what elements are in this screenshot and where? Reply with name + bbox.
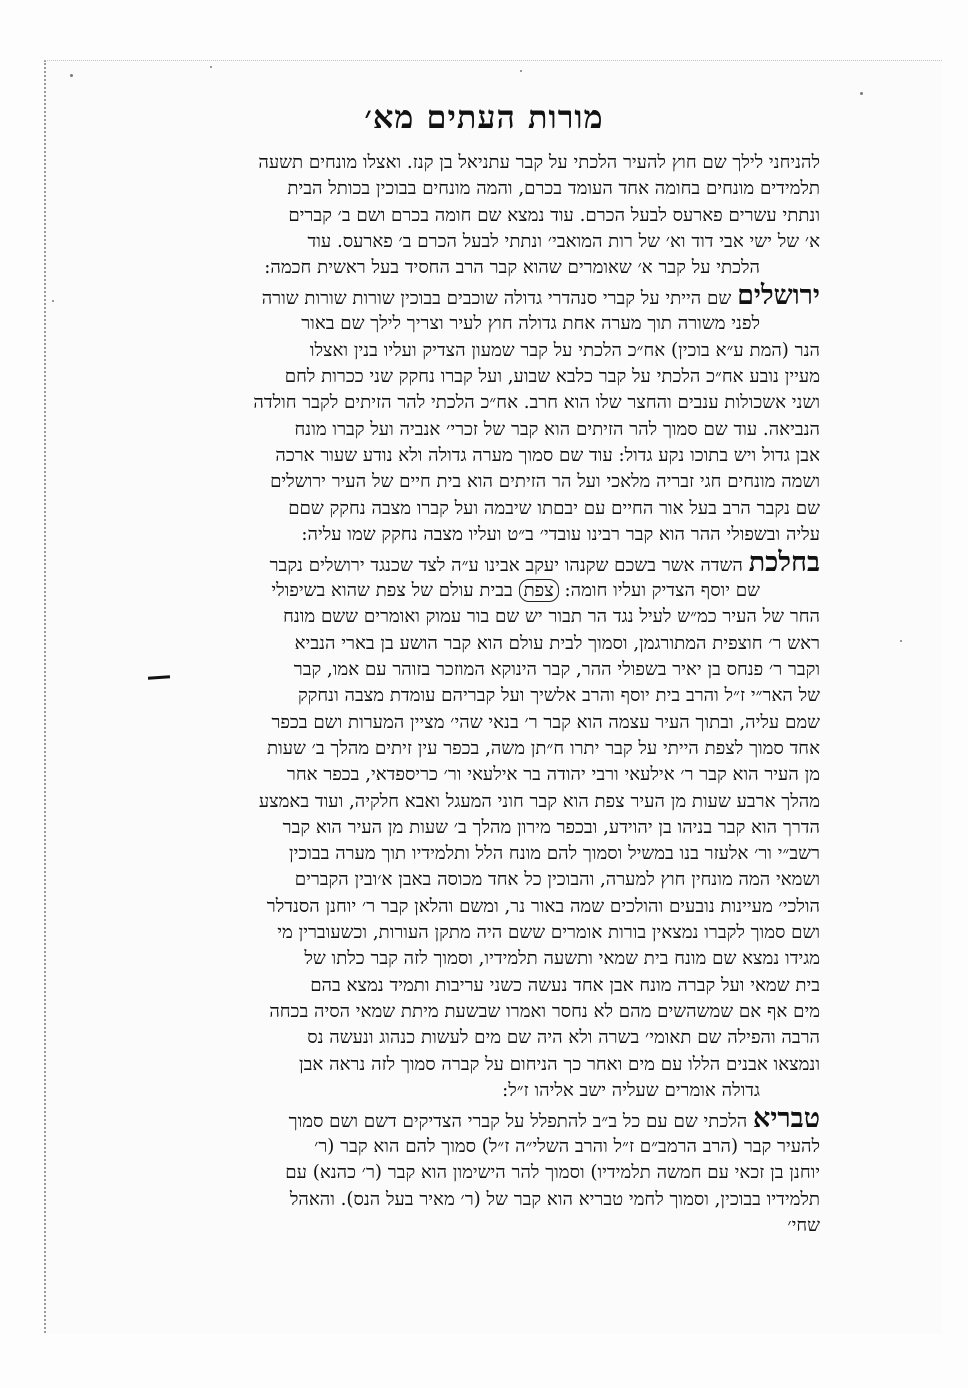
text-line: הדרך הוא קבר בניהו בן יהוידע, ובכפר מירון מהלך ב׳ שעות מן העיר הוא קבר (282, 816, 820, 838)
scan-noise (860, 92, 863, 95)
text-line: תלמידים מונחים בחומה אחד העומד בכרם, והמה מונחים בבוכין בכותל הבית (287, 178, 820, 200)
text-run: שם הייתי על קברי סנהדרי גדולה שוכבים בבוכין שורות שורות שורה (261, 288, 732, 310)
text-line: מעיין נובע אח״כ הלכתי על קבר כלבא שבוע, ועל קברו נחקק שני ככרות לחם (284, 366, 820, 388)
section-lead-jerusalem: ירושלים (737, 281, 820, 312)
text-run: שם יוסף הצדיק ועליו חומה: (564, 580, 760, 602)
text-line: של האר״י ז״ל והרב בית יוסף והרב אלשיך ועל קבריהם עומדת מצבה ונחקק (297, 685, 820, 707)
document-body (170, 150, 820, 1239)
text-line: גדולה אומרים שעליה ישב אליהו ז״ל: (502, 1079, 760, 1101)
text-line: הרבה והפילה שם תאומי׳ בשרה ולא היה שם מים לעשות כנהוג ונעשה נס (307, 1027, 820, 1049)
text-line: מים אף אם שמשהשים מהם לא נחסר ואמרו שבשעת מיתת שמאי הסיה בכחה (269, 1000, 820, 1022)
scan-noise (900, 640, 902, 642)
text-line: מן העיר הוא קבר ר׳ אילעאי ורבי יהודה בר אילעאי ור׳ כריספדאי, בכפר אחר (286, 764, 820, 786)
scan-noise (520, 70, 522, 72)
text-line: וקבר ר׳ פנחס בן יאיר בשפולי ההר, קבר הינוקא המוזכר בזוהר עם אמו, קבר (293, 659, 820, 681)
text-line: לפני משורה תוך מערה אחת גדולה חוץ לעיר וצריך לילך שם באור (301, 313, 760, 335)
text-line: ונמצאו אבנים הללו עם מים ואחר כך הניחום על קברה סמוך לזה נראה אבן (299, 1053, 820, 1075)
text-line: רשב״י ור׳ אלעזר בנו במשיל וסמוך להם מונח הלל ותלמידיו תוך מערה בבוכין (288, 843, 820, 865)
section-lead-hevron: בחלכת (748, 548, 820, 579)
text-run: בבית עולם של צפת שהוא בשיפולי (271, 580, 513, 602)
text-line: הנר (המת ע״א בוכין) אח״כ הלכתי על קבר שמעון הצדיק ועליו בנין ואצלו (309, 339, 820, 361)
text-line (170, 281, 820, 311)
text-line: שמם עליה, ובתוך העיר עצמה הוא קבר ר׳ בנאי שהי׳ מציין המערות ושם בכפר (271, 711, 820, 733)
text-run: השדה אשר בשכם שקנהו יעקב אבינו ע״ה לצד שכנגד ירושלים נקבר (269, 555, 743, 577)
text-line: ושמה מונחים חגי זבריה מלאכי ועל הר הזיתים הוא בית חיים של העיר ירושלים (270, 471, 820, 493)
text-line: עליה ובשפולי ההר הוא קבר רבינו עובדי׳ ב״ט ועליו מצבה נחקק שמו עליה: (301, 523, 820, 545)
page-title: מורות העתים מא׳ (364, 98, 604, 136)
catchword: שחי׳ (787, 1214, 820, 1236)
text-line: ושני אשכולות ענבים והחצר שלו הוא חרב. אח״כ הלכתי להר הזיתים לקבר חולדה (253, 392, 820, 414)
text-line: שם נקבר הרב בעל אור החיים עם יבםתו שיבמה ועל קברו מצבה נחקק שםם (288, 497, 820, 519)
section-lead-tzfat: צפת (519, 579, 559, 602)
section-lead-tiberias: טבריא (753, 1104, 820, 1135)
text-run: הלכתי שם עם כל ב״ב להתפלל על קברי הצדיקים דשם ושם סמוך (288, 1111, 748, 1133)
text-line: ראש ר׳ חוצפית המתורגמן, וסמוך לבית עולם הוא קבר הושע בן בארי הנביא (294, 632, 820, 654)
text-line: מהלך ארבע שעות מן העיר צפת הוא קבר חוני המעגל ואבא חלקיה, ועוד באמצע (258, 790, 820, 812)
text-line: אחד סמוך לצפת הייתי על קבר יתרו ח״תן משה, בכפר עין זיתים מהלך ב׳ שעות (266, 737, 820, 759)
text-line: הולכי׳ מעיינות נובעים והולכים שמה באור נר, ומשם והלאן קבר ר׳ יוחנן הסנדלר (266, 895, 820, 917)
text-line: מגידו נמצא שם מונח בית שמאי ותשעה תלמידיו, וסמוך לזה קבר כלתו של (304, 948, 820, 970)
scan-noise (70, 74, 73, 77)
text-line: ונתתי עשרים פארעס לבעל הכרם. עוד נמצא שם חומה בכרם ושם ב׳ קברים (288, 204, 820, 226)
text-line: ושם סמוך לקברו נמצאין בורות אומרים ששם היה מתקן העורות, וכשעוברין מי (277, 922, 820, 944)
scan-noise (52, 300, 54, 302)
text-line: יוחנן בן זכאי עם חמשה תלמידיו) וסמוך להר הישימון הוא קבר (ר׳ כהנא) עם (285, 1162, 820, 1184)
text-line: להניחני לילך שם חוץ להעיר הלכתי על קבר עתניאל בן קנז. ואצלו מונחים תשעה (258, 152, 820, 173)
text-line: הלכתי על קבר א׳ שאומרים שהוא קבר הרב החסיד בעל ראשית חכמה: (264, 257, 760, 279)
scan-noise (210, 66, 212, 68)
text-line: ושמאי המה מונחין חוץ למערה, והבוכין כל אחד מכוסה באבן א׳ובין הקברים (294, 869, 820, 891)
text-line: החר של העיר כמ״ש לעיל נגד הר תבור יש שם בור עמוק ואומרים ששם מונח (283, 606, 820, 628)
text-line: בית שמאי ועל קברה מונח אבן אחד נעשה כשני עריבות ותמיד נמצא בהם (310, 974, 820, 996)
text-line: הנביאה. עוד שם סמוך להר הזיתים הוא קבר של זכרי׳ אנביה ועל קברו מונח (294, 418, 820, 440)
text-line: להעיר קבר (הרב הרמב״ם ז״ל והרב השלי״ה ז״ל) סמוך להם הוא קבר (ר׳ (314, 1136, 820, 1158)
text-line (170, 1104, 820, 1134)
text-line: אבן גדול ויש בתוכו נקע גדול: עוד שם סמוך מערה גדולה ולא נודע שעור ארכה (275, 444, 820, 466)
text-line (170, 578, 820, 604)
text-line: א׳ של ישי אבי דוד וא׳ של רות המואבי׳ ונתתי לבעל הכרם ב׳ פארעס. עוד (307, 230, 820, 252)
text-line: תלמידיו בבוכין, וסמוך לחמי טבריא הוא קבר של (ר׳ מאיר בעל הנס). והאהל (289, 1188, 820, 1210)
text-line (170, 548, 820, 578)
